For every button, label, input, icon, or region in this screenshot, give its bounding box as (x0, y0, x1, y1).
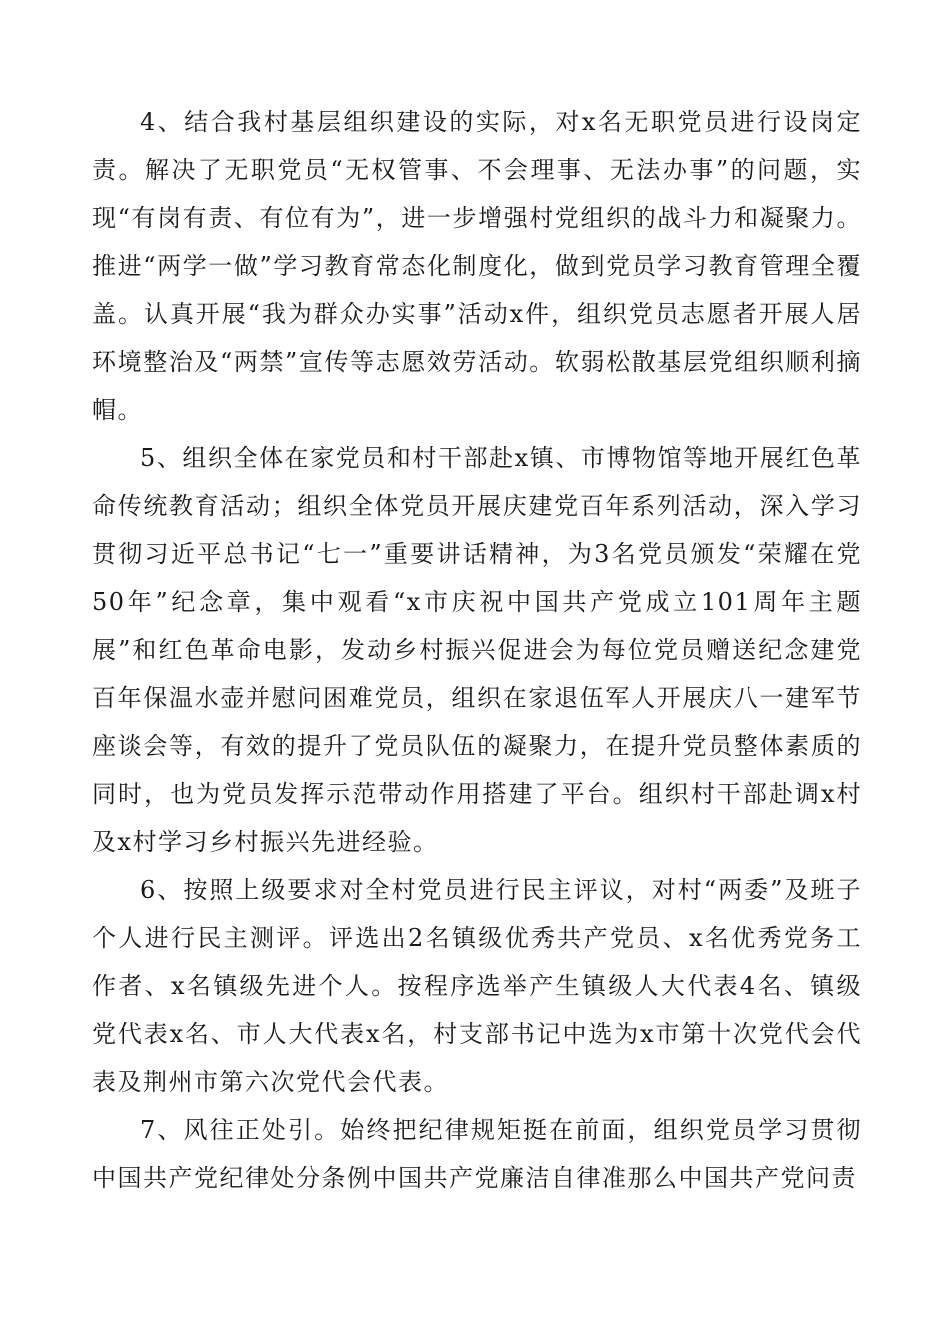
document-body (92, 98, 862, 1202)
paragraph-item-7: 7、风往正处引。始终把纪律规矩挺在前面，组织党员学习贯彻中国共产党纪律处分条例中国共产党廉洁自律准那么中国共产党问责 (92, 1116, 862, 1192)
paragraph-item-6: 6、按照上级要求对全村党员进行民主评议，对村“两委”及班子个人进行民主测评。评选出2名镇级优秀共产党员、x名优秀党务工作者、x名镇级先进个人。按程序选举产生镇级人大代表4名、镇级党代表x名、市人大代表x名，村支部书记中选为x市第十次党代会代表及荆州市第六次党代会代表。 (92, 876, 862, 1096)
paragraph-item-5: 5、组织全体在家党员和村干部赴x镇、市博物馆等地开展红色革命传统教育活动；组织全体党员开展庆建党百年系列活动，深入学习贯彻习近平总书记“七一”重要讲话精神，为3名党员颁发“荣耀在党50年”纪念章，集中观看“x市庆祝中国共产党成立101周年主题展”和红色革命电影，发动乡村振兴促进会为每位党员赠送纪念建党百年保温水壶并慰问困难党员，组织在家退伍军人开展庆八一建军节座谈会等，有效的提升了党员队伍的凝聚力，在提升党员整体素质的同时，也为党员发挥示范带动作用搭建了平台。组织村干部赴调x村及x村学习乡村振兴先进经验。 (92, 444, 862, 856)
paragraph-item-4: 4、结合我村基层组织建设的实际，对x名无职党员进行设岗定责。解决了无职党员“无权管事、不会理事、无法办事”的问题，实现“有岗有责、有位有为”，进一步增强村党组织的战斗力和凝聚力。推进“两学一做”学习教育常态化制度化，做到党员学习教育管理全覆盖。认真开展“我为群众办实事”活动x件，组织党员志愿者开展人居环境整治及“两禁”宣传等志愿效劳活动。软弱松散基层党组织顺利摘帽。 (92, 108, 862, 424)
